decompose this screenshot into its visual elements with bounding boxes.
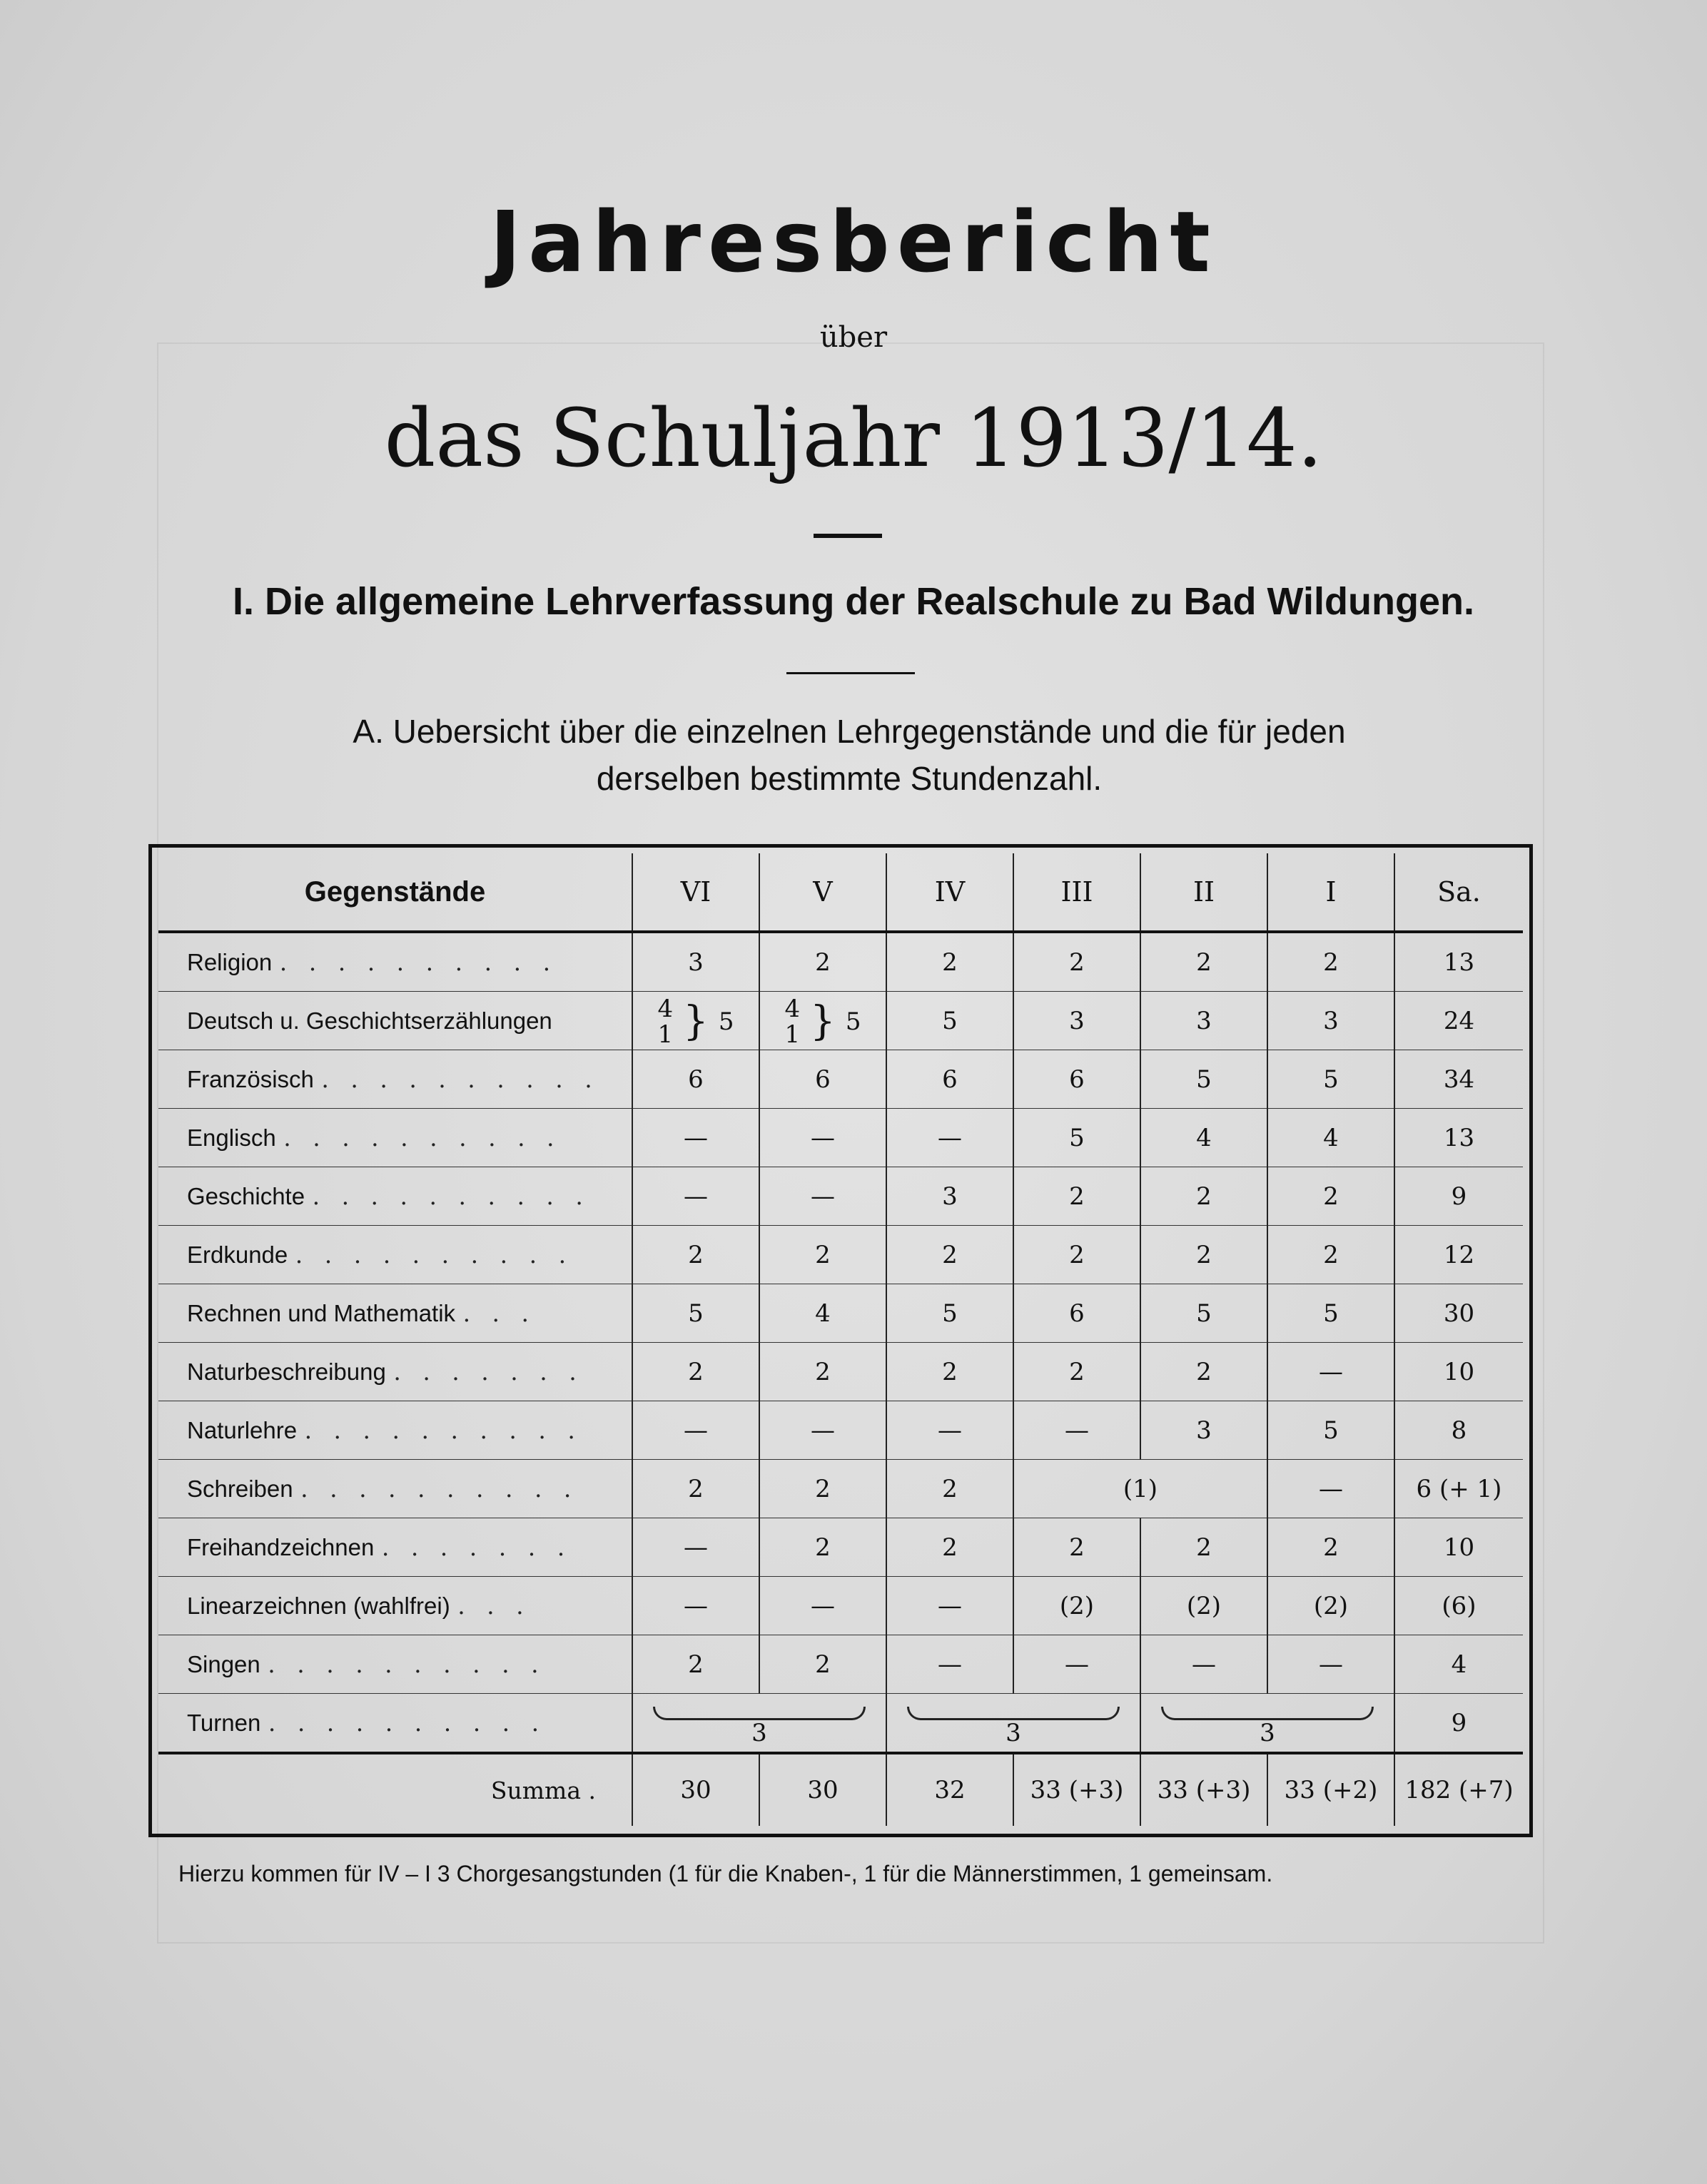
cell-i: 5 — [1267, 1284, 1394, 1343]
header-class-v: V — [759, 853, 886, 932]
cell-iii: 6 — [1013, 1050, 1140, 1109]
table-row — [158, 1343, 1523, 1401]
cell-iv: — — [886, 1109, 1013, 1167]
cell-vi: 3 — [632, 932, 759, 992]
cell-iii: 2 — [1013, 932, 1140, 992]
cell-v: 2 — [759, 1460, 886, 1518]
header-class-ii: II — [1140, 853, 1267, 932]
cell-sum: 10 — [1394, 1518, 1523, 1577]
cell-vi: 6 — [632, 1050, 759, 1109]
cell-iv-iii: 3 — [886, 1694, 1140, 1754]
cell-sum: (6) — [1394, 1577, 1523, 1635]
cell-iv: 2 — [886, 1343, 1013, 1401]
ueber-text: über — [819, 321, 888, 354]
report-title: Jahresbericht — [490, 193, 1217, 291]
cell-v: 4 — [759, 1284, 886, 1343]
cell-iii: 3 — [1013, 992, 1140, 1050]
cell-iv: 2 — [886, 1460, 1013, 1518]
table-row — [158, 1577, 1523, 1635]
table-row — [158, 1109, 1523, 1167]
cell-iii: 2 — [1013, 1167, 1140, 1226]
cell-vi: 2 — [632, 1635, 759, 1694]
cell-sum: 9 — [1394, 1167, 1523, 1226]
cell-vi: 2 — [632, 1460, 759, 1518]
subject-cell: Erdkunde . . . . . . . . . . — [158, 1226, 632, 1284]
cell-v: 2 — [759, 1226, 886, 1284]
table-row — [158, 1167, 1523, 1226]
header-class-iii: III — [1013, 853, 1140, 932]
cell-sum: 30 — [1394, 1284, 1523, 1343]
cell-v: 4 1 } 5 — [759, 992, 886, 1050]
divider-rule-small — [786, 672, 915, 674]
cell-sum: 6 (+ 1) — [1394, 1460, 1523, 1518]
cell-vi: — — [632, 1401, 759, 1460]
total-iii: 33 (+3) — [1013, 1753, 1140, 1826]
cell-v: 2 — [759, 932, 886, 992]
cell-sum: 4 — [1394, 1635, 1523, 1694]
cell-i: (2) — [1267, 1577, 1394, 1635]
cell-i: — — [1267, 1343, 1394, 1401]
cell-iv: — — [886, 1401, 1013, 1460]
cell-v: — — [759, 1109, 886, 1167]
cell-v: 2 — [759, 1635, 886, 1694]
header-subjects: Gegenstände — [158, 853, 632, 932]
cell-ii: 2 — [1140, 1167, 1267, 1226]
total-row — [158, 1753, 1523, 1826]
cell-vi: 5 — [632, 1284, 759, 1343]
table-caption-line-1: A. Uebersicht über die einzelnen Lehrgegenstände und die für jeden — [353, 713, 1346, 750]
cell-ii: 5 — [1140, 1050, 1267, 1109]
cell-ii: 3 — [1140, 992, 1267, 1050]
total-i: 33 (+2) — [1267, 1753, 1394, 1826]
cell-v: — — [759, 1401, 886, 1460]
cell-vi: 2 — [632, 1343, 759, 1401]
cell-sum: 10 — [1394, 1343, 1523, 1401]
subject-cell: Deutsch u. Geschichtserzählungen — [158, 992, 632, 1050]
cell-i: 2 — [1267, 1226, 1394, 1284]
cell-iii: 2 — [1013, 1226, 1140, 1284]
cell-i: — — [1267, 1635, 1394, 1694]
cell-sum: 9 — [1394, 1694, 1523, 1754]
table-row — [158, 1226, 1523, 1284]
total-ii: 33 (+3) — [1140, 1753, 1267, 1826]
table-header-row — [158, 853, 1523, 932]
divider-rule — [814, 534, 882, 538]
cell-iv: 5 — [886, 1284, 1013, 1343]
cell-i: 2 — [1267, 932, 1394, 992]
cell-sum: 13 — [1394, 1109, 1523, 1167]
cell-sum: 34 — [1394, 1050, 1523, 1109]
cell-vi: — — [632, 1109, 759, 1167]
cell-iv: — — [886, 1577, 1013, 1635]
cell-i: 2 — [1267, 1518, 1394, 1577]
cell-i: 5 — [1267, 1401, 1394, 1460]
cell-v: — — [759, 1167, 886, 1226]
cell-sum: 8 — [1394, 1401, 1523, 1460]
table-row — [158, 1284, 1523, 1343]
subject-cell: Schreiben . . . . . . . . . . — [158, 1460, 632, 1518]
subject-cell: Naturlehre . . . . . . . . . . — [158, 1401, 632, 1460]
total-sum: 182 (+7) — [1394, 1753, 1523, 1826]
cell-v: — — [759, 1577, 886, 1635]
cell-v: 6 — [759, 1050, 886, 1109]
cell-vi: — — [632, 1518, 759, 1577]
table-row — [158, 1635, 1523, 1694]
cell-i: — — [1267, 1460, 1394, 1518]
lesson-hours-table — [158, 853, 1523, 1826]
header-sum: Sa. — [1394, 853, 1523, 932]
section-heading: I. Die allgemeine Lehrverfassung der Realschule zu Bad Wildungen. — [233, 580, 1474, 623]
subject-cell: Freihandzeichnen . . . . . . . — [158, 1518, 632, 1577]
table-row — [158, 932, 1523, 992]
cell-vi-v: 3 — [632, 1694, 886, 1754]
cell-ii: 4 — [1140, 1109, 1267, 1167]
cell-iii: — — [1013, 1635, 1140, 1694]
table-row — [158, 992, 1523, 1050]
cell-iii-ii: (1) — [1013, 1460, 1267, 1518]
cell-v: 2 — [759, 1343, 886, 1401]
table-caption — [214, 708, 1484, 802]
cell-iii: 6 — [1013, 1284, 1140, 1343]
cell-vi: — — [632, 1167, 759, 1226]
cell-iv: — — [886, 1635, 1013, 1694]
subject-cell: Turnen . . . . . . . . . . — [158, 1694, 632, 1754]
header-class-iv: IV — [886, 853, 1013, 932]
subject-cell: Englisch . . . . . . . . . . — [158, 1109, 632, 1167]
cell-iii: — — [1013, 1401, 1140, 1460]
subject-cell: Naturbeschreibung . . . . . . . — [158, 1343, 632, 1401]
table-row — [158, 1694, 1523, 1754]
total-iv: 32 — [886, 1753, 1013, 1826]
cell-iv: 6 — [886, 1050, 1013, 1109]
footnote: Hierzu kommen für IV – I 3 Chorgesangstunden (1 für die Knaben-, 1 für die Männerstimmen, 1 gemeinsam. — [178, 1861, 1273, 1886]
cell-ii: 5 — [1140, 1284, 1267, 1343]
subject-cell: Linearzeichnen (wahlfrei) . . . — [158, 1577, 632, 1635]
cell-iv: 5 — [886, 992, 1013, 1050]
cell-i: 4 — [1267, 1109, 1394, 1167]
cell-sum: 13 — [1394, 932, 1523, 992]
cell-iii: 2 — [1013, 1518, 1140, 1577]
cell-sum: 12 — [1394, 1226, 1523, 1284]
cell-ii: (2) — [1140, 1577, 1267, 1635]
subject-cell: Geschichte . . . . . . . . . . — [158, 1167, 632, 1226]
total-v: 30 — [759, 1753, 886, 1826]
cell-iv: 3 — [886, 1167, 1013, 1226]
cell-iv: 2 — [886, 1226, 1013, 1284]
subject-cell: Singen . . . . . . . . . . — [158, 1635, 632, 1694]
cell-iv: 2 — [886, 932, 1013, 992]
cell-i: 2 — [1267, 1167, 1394, 1226]
cell-vi: — — [632, 1577, 759, 1635]
total-label-cell: Summa . — [158, 1753, 632, 1826]
cell-sum: 24 — [1394, 992, 1523, 1050]
table-row — [158, 1518, 1523, 1577]
cell-i: 3 — [1267, 992, 1394, 1050]
cell-i: 5 — [1267, 1050, 1394, 1109]
cell-vi: 2 — [632, 1226, 759, 1284]
subject-cell: Französisch . . . . . . . . . . — [158, 1050, 632, 1109]
cell-ii: 2 — [1140, 1226, 1267, 1284]
cell-ii-i: 3 — [1140, 1694, 1394, 1754]
table-row — [158, 1050, 1523, 1109]
table-caption-line-2: derselben bestimmte Stundenzahl. — [596, 760, 1103, 797]
cell-iii: (2) — [1013, 1577, 1140, 1635]
school-year-title: das Schuljahr 1913/14. — [384, 392, 1323, 485]
total-vi: 30 — [632, 1753, 759, 1826]
cell-ii: 2 — [1140, 1518, 1267, 1577]
header-class-i: I — [1267, 853, 1394, 932]
cell-v: 2 — [759, 1518, 886, 1577]
cell-iv: 2 — [886, 1518, 1013, 1577]
cell-ii: — — [1140, 1635, 1267, 1694]
subject-cell: Rechnen und Mathematik . . . — [158, 1284, 632, 1343]
table-row — [158, 1401, 1523, 1460]
cell-iii: 5 — [1013, 1109, 1140, 1167]
subject-cell: Religion . . . . . . . . . . — [158, 932, 632, 992]
cell-vi: 4 1 } 5 — [632, 992, 759, 1050]
header-class-vi: VI — [632, 853, 759, 932]
cell-ii: 2 — [1140, 1343, 1267, 1401]
cell-ii: 2 — [1140, 932, 1267, 992]
cell-iii: 2 — [1013, 1343, 1140, 1401]
cell-ii: 3 — [1140, 1401, 1267, 1460]
table-row — [158, 1460, 1523, 1518]
